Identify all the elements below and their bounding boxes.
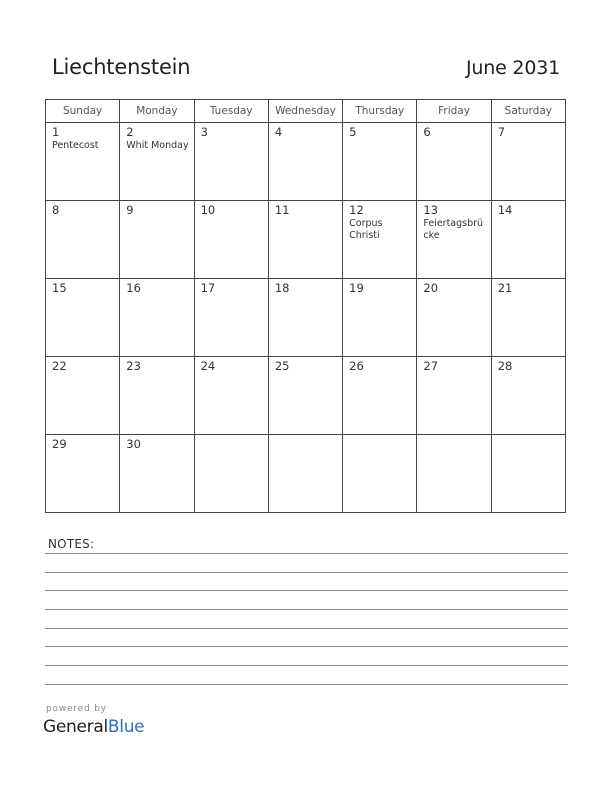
country-title: Liechtenstein (52, 55, 191, 79)
note-line (45, 646, 568, 647)
day-cell (120, 123, 194, 201)
day-cell (46, 279, 120, 357)
day-cell-empty (417, 435, 491, 513)
day-number: 30 (126, 437, 141, 451)
week-row (46, 201, 566, 279)
week-row (46, 123, 566, 201)
day-number: 24 (200, 359, 216, 373)
day-number: 10 (200, 203, 216, 217)
day-cell (46, 201, 120, 279)
weekday-monday: Monday (120, 100, 194, 123)
day-number: 12 (349, 203, 364, 217)
day-number: 3 (200, 125, 208, 139)
day-cell-empty (268, 435, 342, 513)
day-cell (120, 357, 194, 435)
holiday-label: Whit Monday (126, 140, 189, 151)
day-number: 5 (349, 125, 357, 139)
day-number: 28 (497, 359, 513, 373)
day-cell (343, 123, 417, 201)
day-number: 21 (497, 281, 513, 295)
note-line (45, 609, 568, 610)
note-line (45, 684, 568, 685)
brand-logo (43, 717, 144, 737)
calendar-grid (45, 99, 566, 513)
weekday-thursday: Thursday (343, 100, 417, 123)
powered-by-text: powered by (46, 704, 107, 714)
day-number: 18 (274, 281, 290, 295)
day-cell (343, 201, 417, 279)
day-cell (120, 201, 194, 279)
week-row (46, 435, 566, 513)
day-number: 22 (52, 359, 67, 373)
day-cell (491, 279, 565, 357)
weekday-header-row (46, 100, 566, 123)
note-line (45, 553, 568, 554)
note-line (45, 665, 568, 666)
weekday-tuesday: Tuesday (194, 100, 268, 123)
day-cell (120, 435, 194, 513)
day-number: 8 (52, 203, 60, 217)
day-number: 6 (423, 125, 431, 139)
day-number: 29 (52, 437, 67, 451)
day-number: 26 (349, 359, 364, 373)
day-cell (268, 123, 342, 201)
holiday-label: Feiertagsbrücke (423, 218, 484, 241)
day-number: 4 (274, 125, 283, 139)
notes-label: NOTES: (48, 537, 95, 551)
day-number: 13 (423, 203, 439, 217)
day-cell (194, 357, 268, 435)
day-cell (194, 279, 268, 357)
day-cell (46, 123, 120, 201)
day-cell (417, 123, 491, 201)
month-year-title: June 2031 (466, 57, 560, 79)
day-number: 14 (497, 203, 513, 217)
day-cell (46, 435, 120, 513)
day-number: 1 (52, 125, 60, 139)
day-number: 7 (497, 125, 506, 139)
day-cell (194, 201, 268, 279)
note-line (45, 572, 568, 573)
brand-general: General (43, 717, 108, 737)
day-number: 15 (52, 281, 67, 295)
holiday-label: Pentecost (52, 140, 99, 151)
day-number: 9 (126, 203, 134, 217)
day-number: 27 (423, 359, 439, 373)
weekday-friday: Friday (417, 100, 491, 123)
day-number: 16 (126, 281, 141, 295)
day-cell (417, 279, 491, 357)
day-number: 17 (200, 281, 216, 295)
day-cell-empty (343, 435, 417, 513)
brand-blue: Blue (107, 717, 145, 737)
day-cell (491, 201, 565, 279)
day-cell (268, 201, 342, 279)
week-row (46, 357, 566, 435)
weekday-wednesday: Wednesday (268, 100, 342, 123)
day-cell (46, 357, 120, 435)
day-number: 2 (126, 125, 134, 139)
day-number: 20 (423, 281, 439, 295)
day-cell (268, 357, 342, 435)
day-cell (417, 357, 491, 435)
day-cell (491, 357, 565, 435)
day-number: 11 (274, 203, 290, 217)
day-cell (268, 279, 342, 357)
day-cell (343, 357, 417, 435)
day-number: 25 (274, 359, 290, 373)
week-row (46, 279, 566, 357)
day-cell (491, 123, 565, 201)
day-cell-empty (194, 435, 268, 513)
day-cell (120, 279, 194, 357)
holiday-label: Corpus Christi (349, 218, 383, 241)
day-cell (343, 279, 417, 357)
note-line (45, 628, 568, 629)
weekday-sunday: Sunday (46, 100, 120, 123)
day-cell (417, 201, 491, 279)
note-line (45, 590, 568, 591)
day-number: 23 (126, 359, 141, 373)
day-cell-empty (491, 435, 565, 513)
weekday-saturday: Saturday (491, 100, 565, 123)
day-number: 19 (349, 281, 364, 295)
day-cell (194, 123, 268, 201)
